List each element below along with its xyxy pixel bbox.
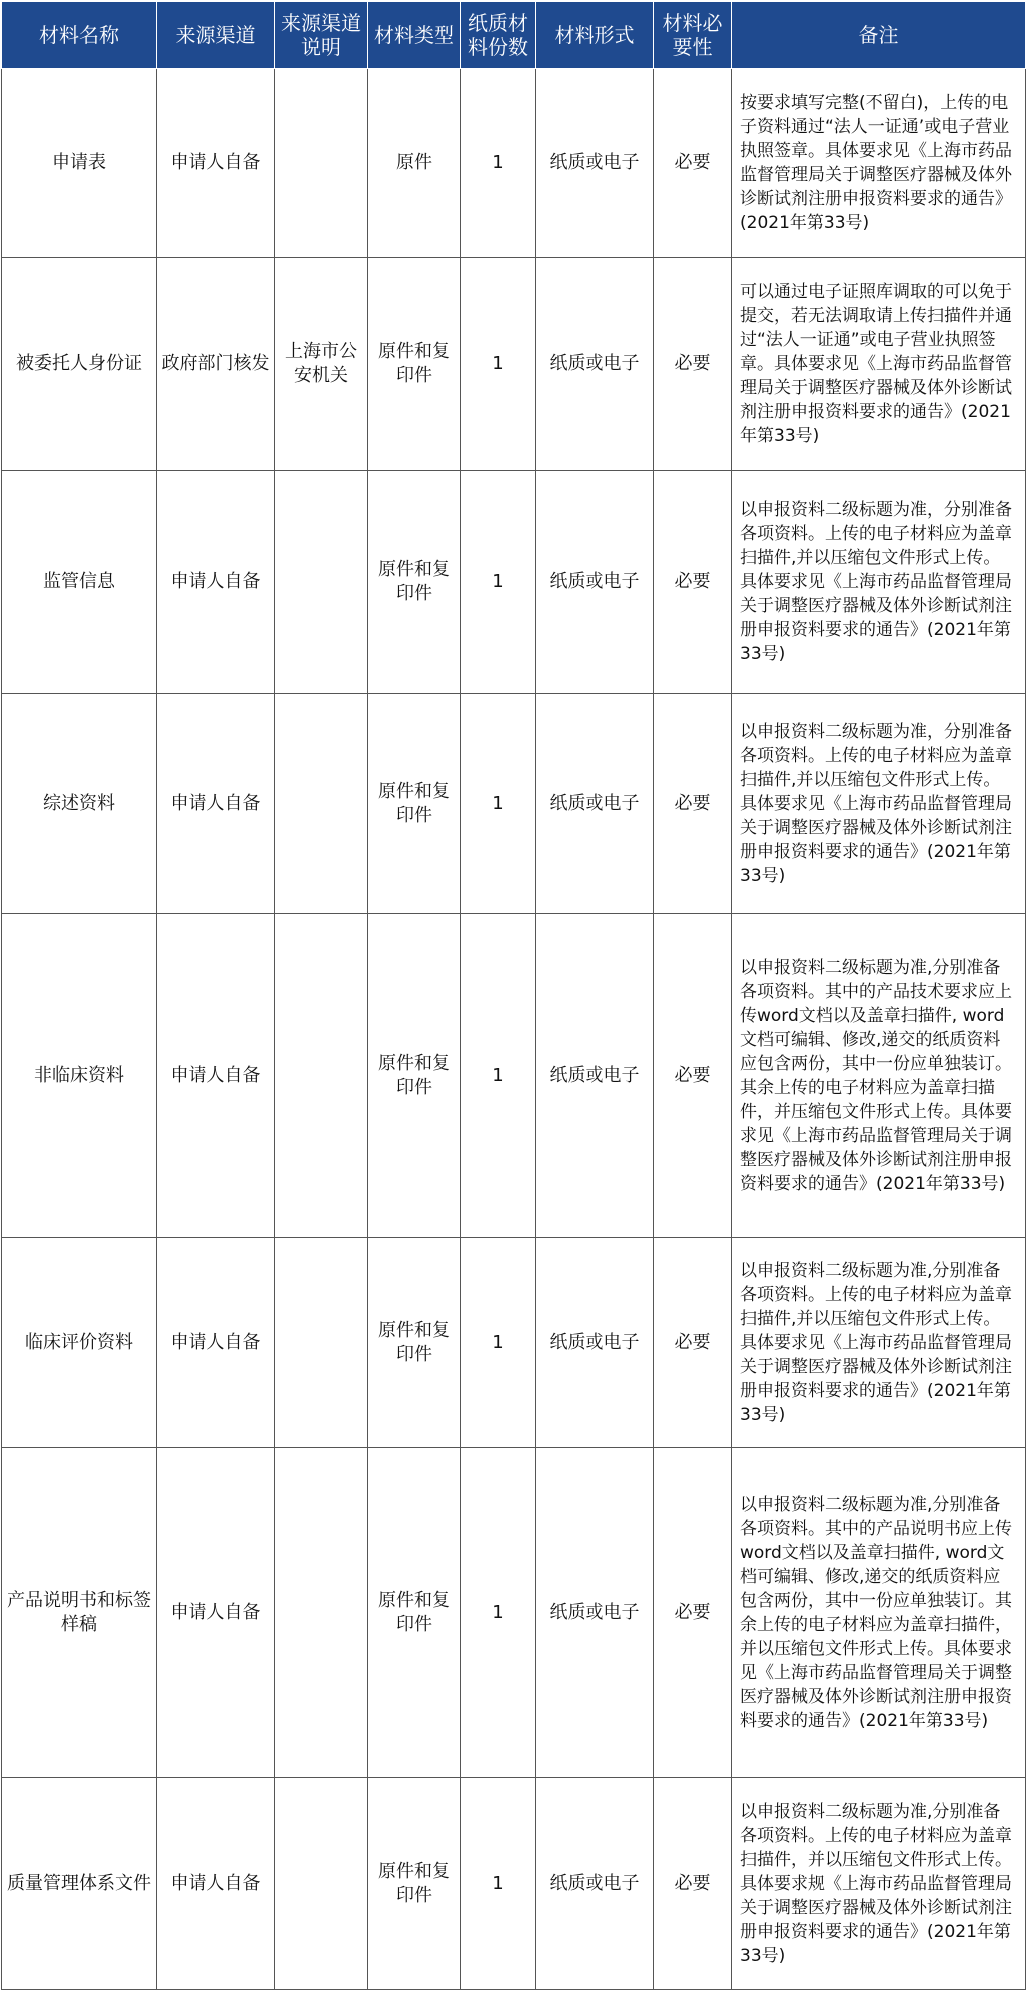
cell-material-type: 原件和复印件 <box>368 1778 461 1990</box>
cell-source-channel: 申请人自备 <box>157 914 275 1238</box>
header-necessity: 材料必要性 <box>654 2 732 69</box>
cell-source-channel: 政府部门核发 <box>157 258 275 471</box>
cell-material-type: 原件 <box>368 69 461 258</box>
cell-necessity: 必要 <box>654 1238 732 1448</box>
cell-necessity: 必要 <box>654 914 732 1238</box>
cell-source-channel: 申请人自备 <box>157 471 275 694</box>
cell-paper-copies: 1 <box>461 1778 536 1990</box>
cell-necessity: 必要 <box>654 69 732 258</box>
cell-paper-copies: 1 <box>461 694 536 914</box>
header-material-type: 材料类型 <box>368 2 461 69</box>
cell-source-channel: 申请人自备 <box>157 1238 275 1448</box>
cell-necessity: 必要 <box>654 694 732 914</box>
cell-remarks: 以申报资料二级标题为准,分别准备各项资料。上传的电子材料应为盖章扫描件，并以压缩包文件形式上传。具体要求规《上海市药品监督管理局关于调整医疗器械及体外诊断试剂注册申报资料要求的通告》(2021年第33号) <box>732 1778 1026 1990</box>
cell-necessity: 必要 <box>654 1778 732 1990</box>
header-source-channel-note: 来源渠道说明 <box>275 2 368 69</box>
cell-paper-copies: 1 <box>461 914 536 1238</box>
cell-paper-copies: 1 <box>461 471 536 694</box>
cell-material-type: 原件和复印件 <box>368 694 461 914</box>
cell-material-form: 纸质或电子 <box>536 1238 654 1448</box>
cell-material-name: 产品说明书和标签样稿 <box>2 1448 157 1778</box>
header-remarks: 备注 <box>732 2 1026 69</box>
cell-material-name: 综述资料 <box>2 694 157 914</box>
table-row <box>2 694 1026 914</box>
cell-remarks: 以申报资料二级标题为准,分别准备各项资料。上传的电子材料应为盖章扫描件,并以压缩包文件形式上传。具体要求见《上海市药品监督管理局关于调整医疗器械及体外诊断试剂注册申报资料要求的通告》(2021年第33号) <box>732 1238 1026 1448</box>
header-row <box>2 2 1026 69</box>
cell-source-channel-note <box>275 69 368 258</box>
table-row <box>2 914 1026 1238</box>
cell-necessity: 必要 <box>654 471 732 694</box>
cell-source-channel-note <box>275 694 368 914</box>
table-row <box>2 258 1026 471</box>
cell-source-channel: 申请人自备 <box>157 1448 275 1778</box>
table-row <box>2 1778 1026 1990</box>
header-source-channel: 来源渠道 <box>157 2 275 69</box>
header-paper-copies: 纸质材料份数 <box>461 2 536 69</box>
cell-material-type: 原件和复印件 <box>368 471 461 694</box>
cell-source-channel: 申请人自备 <box>157 1778 275 1990</box>
cell-material-type: 原件和复印件 <box>368 1448 461 1778</box>
cell-material-form: 纸质或电子 <box>536 1448 654 1778</box>
cell-remarks: 以申报资料二级标题为准，分别准备各项资料。上传的电子材料应为盖章扫描件,并以压缩包文件形式上传。具体要求见《上海市药品监督管理局关于调整医疗器械及体外诊断试剂注册申报资料要求的通告》(2021年第33号) <box>732 471 1026 694</box>
cell-source-channel: 申请人自备 <box>157 694 275 914</box>
cell-material-form: 纸质或电子 <box>536 914 654 1238</box>
cell-material-name: 申请表 <box>2 69 157 258</box>
cell-remarks: 可以通过电子证照库调取的可以免于提交，若无法调取请上传扫描件并通过“法人一证通”或电子营业执照签章。具体要求见《上海市药品监督管理局关于调整医疗器械及体外诊断试剂注册申报资料要求的通告》(2021年第33号) <box>732 258 1026 471</box>
cell-paper-copies: 1 <box>461 69 536 258</box>
cell-material-type: 原件和复印件 <box>368 258 461 471</box>
cell-material-form: 纸质或电子 <box>536 69 654 258</box>
cell-remarks: 以申报资料二级标题为准,分别准备各项资料。其中的产品说明书应上传word文档以及盖章扫描件, word文档可编辑、修改,递交的纸质资料应包含两份，其中一份应单独装订。其余上传的电子材料应为盖章扫描件，并以压缩包文件形式上传。具体要求见《上海市药品监督管理局关于调整医疗器械及体外诊断试剂注册申报资料要求的通告》(2021年第33号) <box>732 1448 1026 1778</box>
table-row <box>2 1448 1026 1778</box>
cell-source-channel-note <box>275 1778 368 1990</box>
cell-source-channel-note: 上海市公安机关 <box>275 258 368 471</box>
header-material-name: 材料名称 <box>2 2 157 69</box>
materials-table <box>1 1 1026 1990</box>
cell-source-channel-note <box>275 1448 368 1778</box>
cell-material-name: 质量管理体系文件 <box>2 1778 157 1990</box>
cell-material-form: 纸质或电子 <box>536 471 654 694</box>
cell-material-name: 临床评价资料 <box>2 1238 157 1448</box>
cell-material-type: 原件和复印件 <box>368 914 461 1238</box>
cell-necessity: 必要 <box>654 1448 732 1778</box>
header-material-form: 材料形式 <box>536 2 654 69</box>
cell-source-channel-note <box>275 1238 368 1448</box>
cell-paper-copies: 1 <box>461 1238 536 1448</box>
cell-paper-copies: 1 <box>461 1448 536 1778</box>
cell-material-form: 纸质或电子 <box>536 694 654 914</box>
cell-material-type: 原件和复印件 <box>368 1238 461 1448</box>
cell-source-channel-note <box>275 914 368 1238</box>
cell-material-name: 被委托人身份证 <box>2 258 157 471</box>
cell-source-channel-note <box>275 471 368 694</box>
cell-remarks: 按要求填写完整(不留白)，上传的电子资料通过“法人一证通’或电子营业执照签章。具体要求见《上海市药品监督管理局关于调整医疗器械及体外诊断试剂注册申报资料要求的通告》(2021年第33号) <box>732 69 1026 258</box>
table-row <box>2 471 1026 694</box>
cell-source-channel: 申请人自备 <box>157 69 275 258</box>
cell-material-name: 监管信息 <box>2 471 157 694</box>
cell-necessity: 必要 <box>654 258 732 471</box>
cell-material-form: 纸质或电子 <box>536 258 654 471</box>
cell-material-form: 纸质或电子 <box>536 1778 654 1990</box>
cell-material-name: 非临床资料 <box>2 914 157 1238</box>
cell-remarks: 以申报资料二级标题为准，分别准备各项资料。上传的电子材料应为盖章扫描件,并以压缩包文件形式上传。具体要求见《上海市药品监督管理局关于调整医疗器械及体外诊断试剂注册申报资料要求的通告》(2021年第33号) <box>732 694 1026 914</box>
table-row <box>2 1238 1026 1448</box>
cell-paper-copies: 1 <box>461 258 536 471</box>
table-row <box>2 69 1026 258</box>
cell-remarks: 以申报资料二级标题为准,分别准备各项资料。其中的产品技术要求应上传word文档以及盖章扫描件, word文档可编辑、修改,递交的纸质资料应包含两份，其中一份应单独装订。其余上传的电子材料应为盖章扫描件，并压缩包文件形式上传。具体要求见《上海市药品监督管理局关于调整医疗器械及体外诊断试剂注册申报资料要求的通告》(2021年第33号) <box>732 914 1026 1238</box>
